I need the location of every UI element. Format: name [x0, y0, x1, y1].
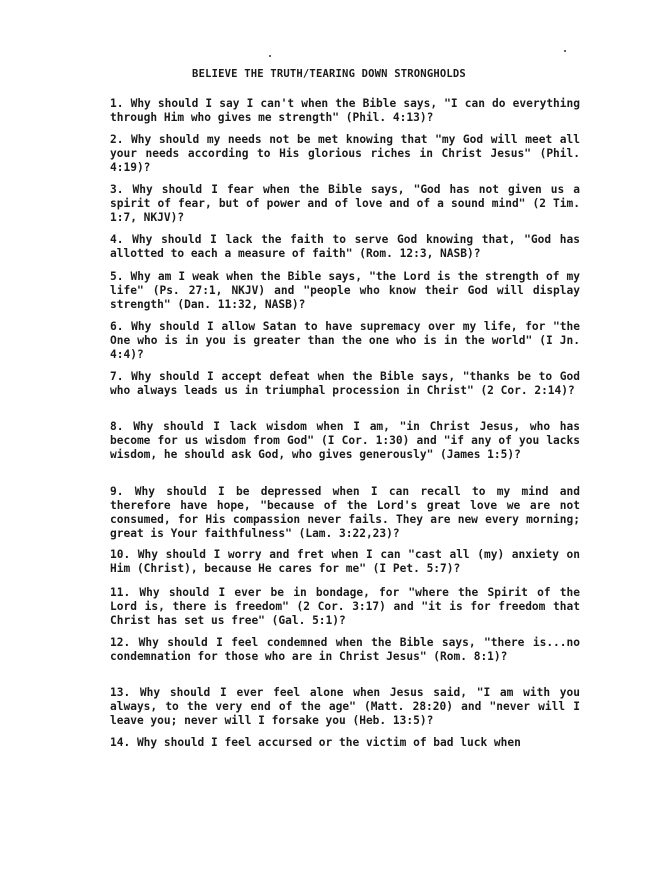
scan-speck: [564, 50, 566, 52]
question-item-1: 1. Why should I say I can't when the Bible says, "I can do everything through Him who gives me strength" (Phil. 4:13)?: [110, 97, 580, 124]
question-item-7: 7. Why should I accept defeat when the Bible says, "thanks be to God who always leads us in triumphal procession in Christ" (2 Cor. 2:14)?: [110, 370, 580, 397]
question-item-8: 8. Why should I lack wisdom when I am, "in Christ Jesus, who has become for us wisdom from God" (I Cor. 1:30) and "if any of you lacks wisdom, he should ask God, who gives generously" (James 1:5)?: [110, 420, 580, 461]
question-item-11: 11. Why should I ever be in bondage, for "where the Spirit of the Lord is, there is freedom" (2 Cor. 3:17) and "it is for freedom that Christ has set us free" (Gal. 5:1)?: [110, 586, 580, 627]
question-item-3: 3. Why should I fear when the Bible says, "God has not given us a spirit of fear, but of power and of love and of a sound mind" (2 Tim. 1:7, NKJV)?: [110, 183, 580, 224]
question-item-14: 14. Why should I feel accursed or the victim of bad luck when: [110, 736, 521, 749]
scan-speck: [269, 55, 271, 57]
question-item-9: 9. Why should I be depressed when I can recall to my mind and therefore have hope, "because of the Lord's great love we are not consumed, for His compassion never fails. They are new every morning; great is Your faithfulness" (Lam. 3:22,23)?: [110, 485, 580, 540]
question-item-10: 10. Why should I worry and fret when I can "cast all (my) anxiety on Him (Christ), because He cares for me" (I Pet. 5:7)?: [110, 548, 580, 575]
question-item-12: 12. Why should I feel condemned when the Bible says, "there is...no condemnation for those who are in Christ Jesus" (Rom. 8:1)?: [110, 636, 580, 663]
question-item-2: 2. Why should my needs not be met knowing that "my God will meet all your needs according to His glorious riches in Christ Jesus" (Phil. 4:19)?: [110, 133, 580, 174]
page-title: BELIEVE THE TRUTH/TEARING DOWN STRONGHOLDS: [192, 68, 466, 80]
question-item-5: 5. Why am I weak when the Bible says, "the Lord is the strength of my life" (Ps. 27:1, NKJV) and "people who know their God will display strength" (Dan. 11:32, NASB)?: [110, 270, 580, 311]
question-item-13: 13. Why should I ever feel alone when Jesus said, "I am with you always, to the very end of the age" (Matt. 28:20) and "never will I leave you; never will I forsake you (Heb. 13:5)?: [110, 686, 580, 727]
question-item-6: 6. Why should I allow Satan to have supremacy over my life, for "the One who is in you is greater than the one who is in the world" (I Jn. 4:4)?: [110, 320, 580, 361]
question-item-4: 4. Why should I lack the faith to serve God knowing that, "God has allotted to each a measure of faith" (Rom. 12:3, NASB)?: [110, 233, 580, 260]
